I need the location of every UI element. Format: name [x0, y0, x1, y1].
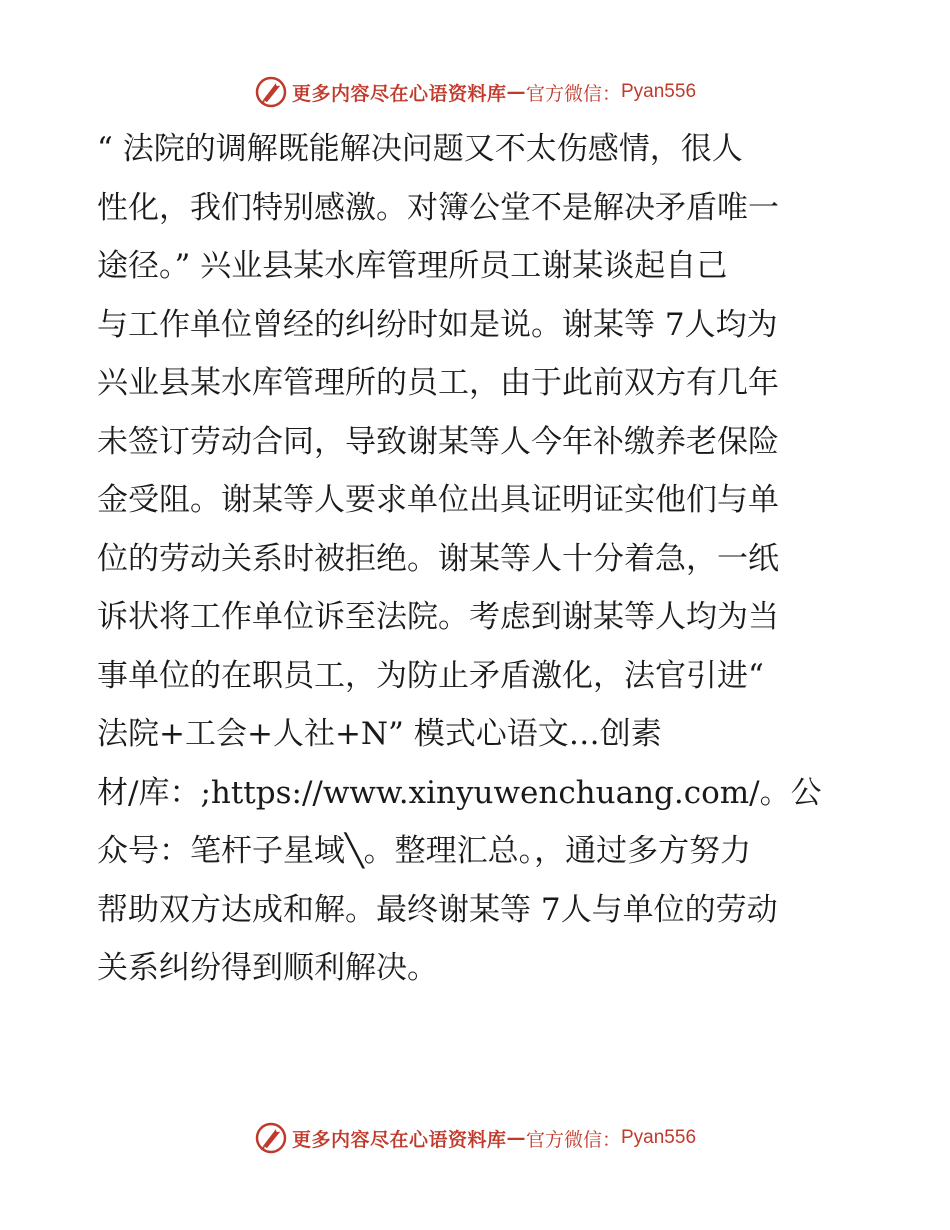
body-line: 性化，我们特别感激。对簿公堂不是解决矛盾唯一: [97, 189, 779, 226]
quill-pen-logo-icon: [254, 1121, 288, 1155]
article-body: [97, 120, 852, 998]
banner-separator: —: [506, 81, 526, 103]
body-line: 诉状将工作单位诉至法院。考虑到谢某等人均为当: [97, 599, 779, 635]
body-line: 兴业县某水库管理所的员工，由于此前双方有几年: [97, 365, 779, 401]
body-line: 众号：笔杆子星域╲。整理汇总。，通过多方努力: [97, 833, 752, 869]
body-line: 关系纠纷得到顺利解决。: [97, 950, 438, 986]
banner-wechat-id: Pyan556: [621, 1127, 697, 1148]
body-line: “ 法院的调解既能解决问题又不太伤感情，很人: [97, 131, 743, 167]
banner-brand-text: 更多内容尽在心语资料库: [291, 82, 507, 105]
banner-brand-text: 更多内容尽在心语资料库: [291, 1128, 507, 1151]
body-line: 帮助双方达成和解。最终谢某等 7人与单位的劳动: [97, 891, 778, 928]
banner-wechat-label: 官方微信：: [525, 1128, 621, 1151]
header-banner: [0, 70, 950, 114]
banner-separator: —: [506, 1127, 526, 1149]
body-line: 途径。” 兴业县某水库管理所员工谢某谈起自己: [97, 248, 728, 284]
footer-banner: [0, 1116, 950, 1160]
body-line: 法院+工会+人社+N” 模式心语文…创素: [97, 716, 662, 752]
body-line: 与工作单位曾经的纠纷时如是说。谢某等 7人均为: [97, 306, 778, 343]
body-line: 未签订劳动合同，导致谢某等人今年补缴养老保险: [97, 423, 779, 460]
banner-wechat-id: Pyan556: [621, 81, 697, 102]
body-line: 材/库：;https://www.xinyuwenchuang.com/。公: [97, 774, 822, 811]
body-line: 金受阻。谢某等人要求单位出具证明证实他们与单: [97, 482, 779, 518]
quill-pen-logo-icon: [254, 75, 288, 109]
body-line: 位的劳动关系时被拒绝。谢某等人十分着急，一纸: [97, 540, 779, 577]
banner-wechat-label: 官方微信：: [525, 82, 621, 105]
body-line: 事单位的在职员工，为防止矛盾激化，法官引进“: [97, 657, 764, 694]
